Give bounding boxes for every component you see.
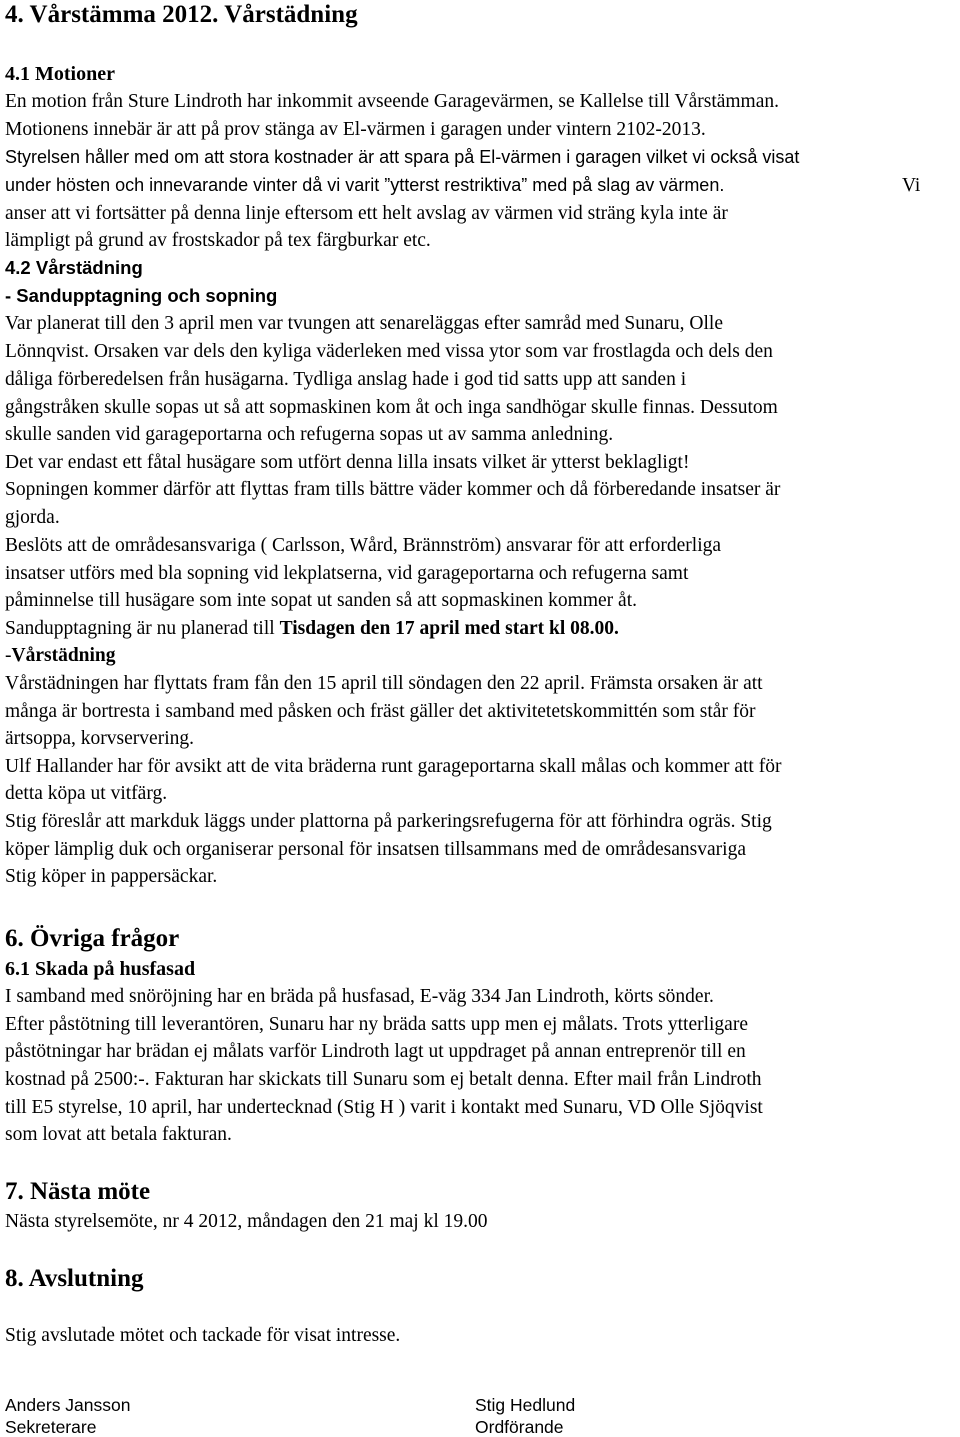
sand-line-8: gjorda. [5, 507, 60, 528]
vst-line-1: Vårstädningen har flyttats fram fån den 15 april till söndagen den 22 april. Främsta orsaken är att [5, 673, 763, 694]
closing-line: Stig avslutade mötet och tackade för visat intresse. [5, 1325, 401, 1346]
sand-line-7: Sopningen kommer därför att flyttas fram tills bättre väder kommer och då förberedande insatser är [5, 479, 781, 500]
vi-lead: Vi [902, 175, 921, 196]
sand-planned-line [5, 619, 619, 639]
section-7-title: 7. Nästa möte [5, 1178, 151, 1205]
styrelsen-line-2: under hösten och innevarande vinter då vi varit ”ytterst restriktiva” med på slag av värmen. [5, 175, 725, 195]
signature-left-role: Sekreterare [5, 1417, 97, 1437]
vi-line-2: lämpligt på grund av frostskador på tex färgburkar etc. [5, 230, 431, 251]
sand-heading: - Sandupptagning och sopning [5, 285, 278, 306]
sand-line-10: insatser utförs med bla sopning vid lekplatserna, vid garageportarna och refugerna samt [5, 563, 689, 584]
vst-heading: Vårstädning [11, 645, 116, 666]
sand-line-11: påminnelse till husägare som inte sopat ut sanden så att sopmaskinen kommer åt. [5, 590, 637, 611]
skada-line-3: påstötningar har brädan ej målats varför Lindroth lagt ut uppdraget på annan entreprenör till en [5, 1041, 746, 1062]
signature-right-name: Stig Hedlund [475, 1395, 576, 1415]
vst-line-2: många är bortresta i samband med påsken och fräst gäller det aktivitetetskommittén som står för [5, 701, 756, 722]
skada-line-5: till E5 styrelse, 10 april, har undertecknad (Stig H ) varit i kontakt med Sunaru, VD Olle Sjöqvist [5, 1097, 763, 1118]
vst-heading-line [5, 646, 116, 666]
sand-line-1: Var planerat till den 3 april men var tvungen att senareläggas efter samråd med Sunaru, Olle [5, 313, 723, 334]
sand-line-4: gångstråken skulle sopas ut så att sopmaskinen kom åt och inga sandhögar skulle finnas. Dessutom [5, 397, 778, 418]
sand-planned-prefix: Sandupptagning är nu planerad till [5, 618, 280, 639]
motioner-line-2: Motionens innebär är att på prov stänga av El-värmen i garagen under vintern 2102-2013. [5, 119, 706, 140]
sand-line-2: Lönnqvist. Orsaken var dels den kyliga väderleken med vissa ytor som var frostlagda och dels den [5, 341, 773, 362]
signature-right-role: Ordförande [475, 1417, 564, 1437]
sand-planned-date: Tisdagen den 17 april med start kl 08.00. [279, 618, 619, 639]
skada-line-2: Efter påstötning till leverantören, Sunaru har ny bräda satts upp men ej målats. Trots ytterligare [5, 1014, 748, 1035]
vst-dash: - [5, 645, 12, 666]
sand-line-6: Det var endast ett fåtal husägare som utfört denna lilla insats vilket är ytterst beklagligt! [5, 452, 690, 473]
sand-line-5: skulle sanden vid garageportarna och refugerna sopas ut av samma anledning. [5, 424, 614, 445]
vi-line-1: anser att vi fortsätter på denna linje eftersom ett helt avslag av värmen vid sträng kyla inte är [5, 203, 728, 224]
styrelsen-line-1: Styrelsen håller med om att stora kostnader är att spara på El-värmen i garagen vilket vi också visat [5, 147, 800, 167]
signature-left-name: Anders Jansson [5, 1395, 131, 1415]
sand-line-9: Beslöts att de områdesansvariga ( Carlsson, Wård, Brännström) ansvarar för att erforderliga [5, 535, 722, 556]
vst-line-5: detta köpa ut vitfärg. [5, 783, 168, 804]
skada-line-1: I samband med snöröjning har en bräda på husfasad, E-väg 334 Jan Lindroth, körts sönder. [5, 986, 714, 1007]
section-8-title: 8. Avslutning [5, 1265, 144, 1292]
vst-line-3: ärtsoppa, korvservering. [5, 728, 194, 749]
next-meeting-line: Nästa styrelsemöte, nr 4 2012, måndagen den 21 maj kl 19.00 [5, 1211, 488, 1232]
section-6-title: 6. Övriga frågor [5, 925, 180, 952]
skada-heading: 6.1 Skada på husfasad [5, 958, 196, 980]
skada-line-4: kostnad på 2500:-. Fakturan har skickats till Sunaru som ej betalt denna. Efter mail från Lindroth [5, 1069, 762, 1090]
section-4-title: 4. Vårstämma 2012. Vårstädning [5, 1, 358, 28]
motioner-heading: 4.1 Motioner [5, 63, 115, 85]
vst-line-4: Ulf Hallander har för avsikt att de vita bräderna runt garageportarna skall målas och kommer att för [5, 756, 782, 777]
sand-line-3: dåliga förberedelsen från husägarna. Tydliga anslag hade i god tid satts upp att sanden i [5, 369, 687, 390]
vst-line-7: köper lämplig duk och organiserar personal för insatsen tillsammans med de områdesansvariga [5, 839, 746, 860]
vst-line-8: Stig köper in pappersäckar. [5, 866, 218, 887]
varstadning-heading: 4.2 Vårstädning [5, 257, 143, 278]
vst-line-6: Stig föreslår att markduk läggs under plattorna på parkeringsrefugerna för att förhindra ogräs. Stig [5, 811, 772, 832]
motioner-line-1: En motion från Sture Lindroth har inkommit avseende Garagevärmen, se Kallelse till Vårstämman. [5, 91, 780, 112]
skada-line-6: som lovat att betala fakturan. [5, 1124, 232, 1145]
